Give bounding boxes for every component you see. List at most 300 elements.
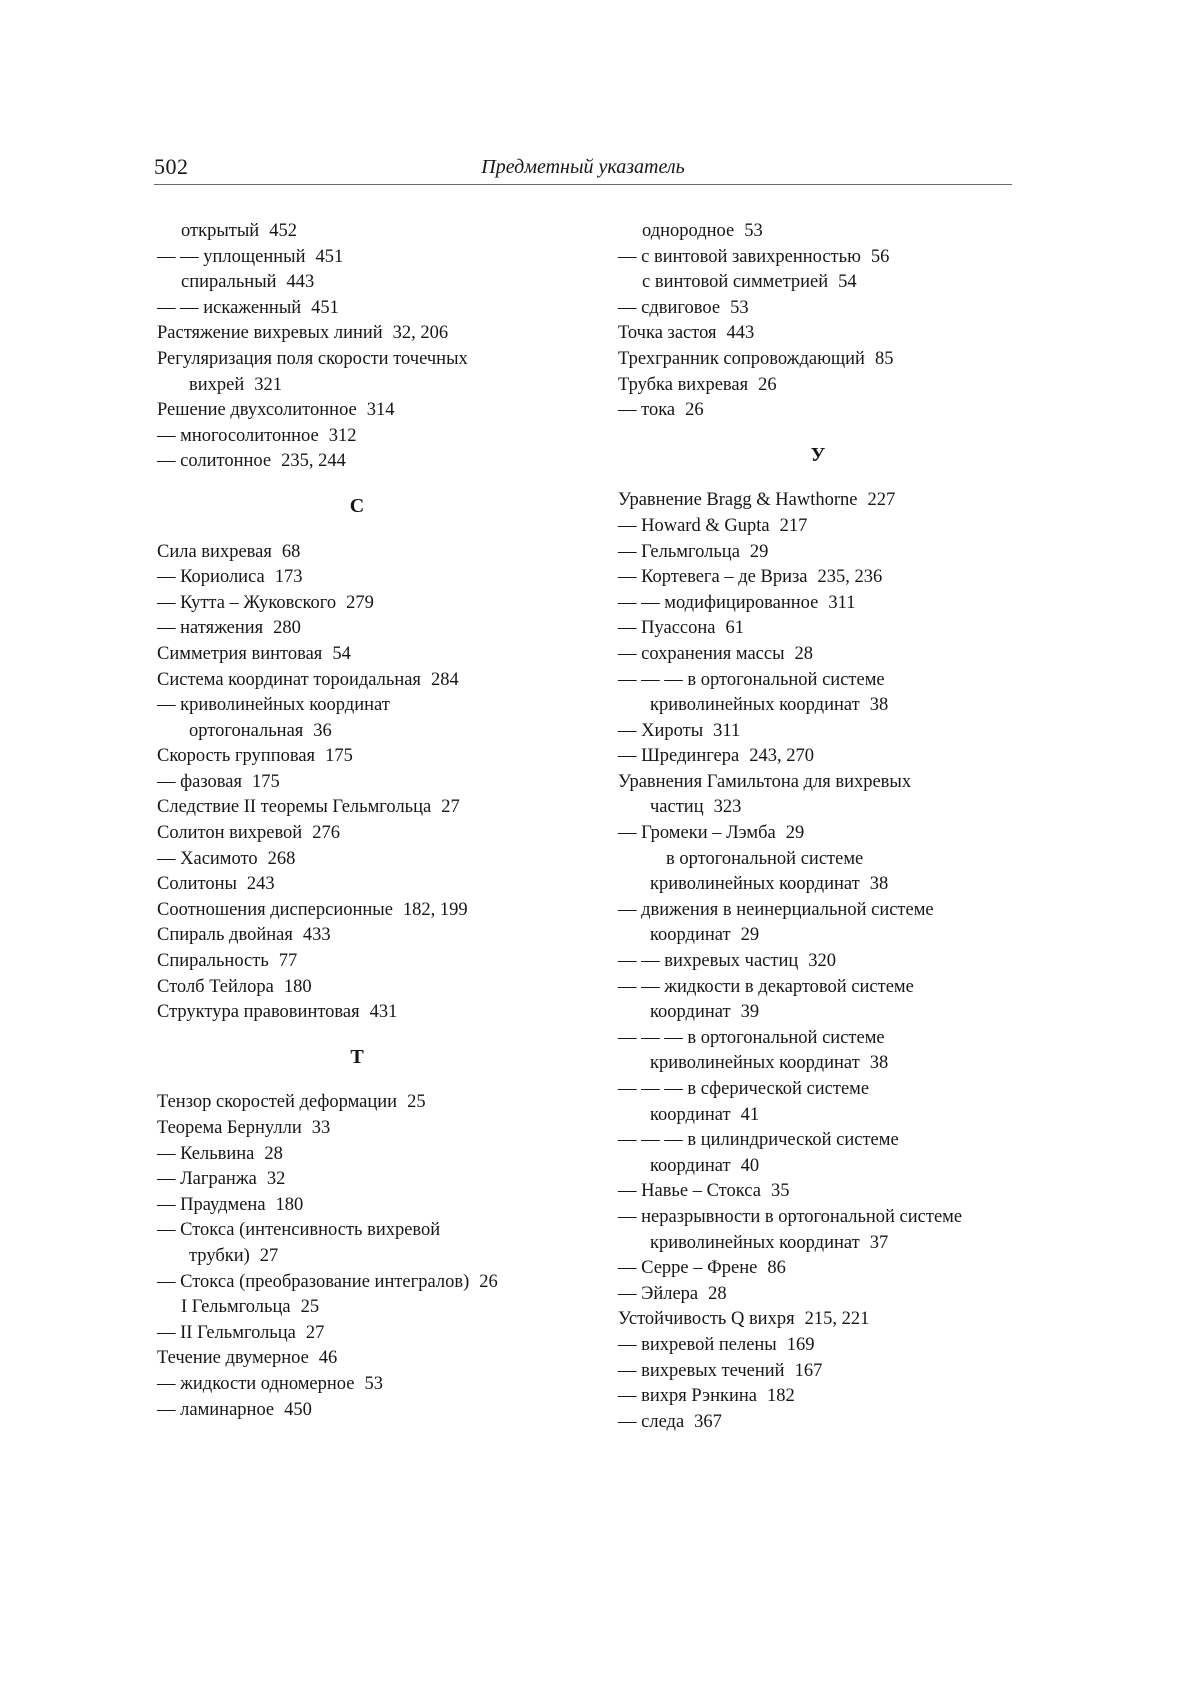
page-header [154, 150, 1012, 185]
index-entry [157, 872, 577, 898]
index-entry [618, 540, 1038, 566]
entry-term: сдвиговое [641, 297, 721, 318]
index-entry [157, 821, 577, 847]
entry-term: II Гельмгольца [180, 1322, 296, 1343]
entry-term: Регуляризация поля скорости точечных [157, 348, 468, 369]
entry-pages: 41 [740, 1104, 760, 1125]
index-entry [157, 347, 577, 373]
entry-pages: 53 [744, 221, 763, 241]
index-entry-continuation [157, 1244, 577, 1270]
entry-dash: — [618, 1206, 637, 1227]
index-entry [157, 270, 577, 296]
entry-term: Хасимото [180, 848, 258, 869]
index-entry [618, 1410, 1038, 1436]
index-entry [157, 540, 577, 566]
entry-pages: 86 [767, 1258, 786, 1279]
entry-term: однородное [642, 221, 735, 241]
entry-dash: — [157, 1169, 176, 1190]
entry-pages: 32 [266, 1169, 286, 1190]
index-entry [157, 424, 577, 450]
entry-pages: 169 [786, 1334, 815, 1355]
entry-pages: 167 [794, 1360, 823, 1381]
entry-pages: 53 [364, 1373, 383, 1394]
entry-pages: 54 [838, 272, 857, 293]
section-letter: У [810, 443, 826, 466]
entry-dash: — [157, 618, 176, 639]
entry-pages: 443 [726, 323, 755, 344]
entry-pages: 450 [284, 1399, 312, 1420]
index-entry [157, 565, 577, 591]
entry-dash: — [157, 695, 176, 716]
entry-term: координат [650, 1002, 731, 1023]
index-entry [618, 398, 1038, 424]
entry-pages: 85 [874, 348, 894, 369]
index-entry [618, 770, 1038, 796]
index-entry [618, 1205, 1038, 1231]
index-entry [157, 321, 577, 347]
index-entry [157, 898, 577, 924]
section-letter: Т [350, 1045, 364, 1068]
index-entry [618, 847, 1038, 873]
entry-term: в ортогональной системе [687, 1027, 885, 1048]
index-column-right [618, 219, 1038, 1435]
entry-dash: — — [618, 592, 660, 613]
entry-dash: — [618, 1411, 637, 1432]
index-entry [157, 668, 577, 694]
index-entry-continuation [618, 693, 1038, 719]
entry-pages: 54 [332, 643, 351, 664]
entry-pages: 284 [430, 669, 459, 690]
index-entry [618, 1026, 1038, 1052]
entry-dash: — [618, 823, 637, 844]
entry-pages: 451 [315, 246, 344, 267]
entry-term: Шредингера [641, 746, 740, 767]
entry-pages: 452 [269, 221, 297, 241]
entry-term: открытый [181, 221, 260, 241]
entry-term: координат [650, 925, 731, 946]
index-entry [618, 616, 1038, 642]
entry-pages: 29 [749, 541, 769, 562]
entry-dash: — — [618, 976, 660, 997]
entry-pages: 320 [808, 951, 836, 972]
index-entry [157, 923, 577, 949]
entry-term: Праудмена [180, 1194, 266, 1215]
index-entry [618, 373, 1038, 399]
entry-term: Громеки – Лэмба [641, 823, 776, 844]
entry-pages: 28 [264, 1143, 283, 1164]
entry-term: Скорость групповая [157, 746, 316, 767]
entry-term: Соотношения дисперсионные [157, 899, 393, 920]
index-entry-continuation [618, 1154, 1038, 1180]
index-entry [618, 1179, 1038, 1205]
entry-pages: 26 [685, 400, 704, 421]
index-entry [157, 1398, 577, 1424]
entry-dash: — [618, 246, 637, 267]
entry-dash: — [618, 746, 637, 767]
entry-term: Лагранжа [180, 1169, 257, 1190]
entry-dash: — [618, 720, 637, 741]
entry-pages: 243 [246, 874, 275, 895]
index-entry [157, 744, 577, 770]
entry-dash: — [618, 1360, 637, 1381]
entry-pages: 182 [767, 1386, 795, 1407]
entry-dash: — [618, 618, 637, 639]
page-number: 502 [154, 154, 189, 179]
index-entry [157, 1142, 577, 1168]
entry-pages: 56 [870, 246, 890, 267]
entry-dash: — — [157, 246, 199, 267]
entry-dash: — [618, 567, 637, 588]
index-column-left [157, 219, 577, 1423]
entry-pages: 268 [267, 848, 296, 869]
entry-term: неразрывности в ортогональной системе [641, 1206, 963, 1227]
entry-term: Солитоны [157, 874, 237, 895]
entry-pages: 227 [867, 490, 896, 511]
index-entry [157, 591, 577, 617]
entry-dash: — [157, 848, 176, 869]
entry-dash: — [157, 567, 176, 588]
entry-pages: 38 [869, 695, 889, 716]
entry-pages: 27 [305, 1322, 325, 1343]
entry-term: криволинейных координат [650, 695, 860, 716]
index-entry [618, 1384, 1038, 1410]
entry-pages: 26 [479, 1271, 498, 1292]
index-entry [618, 488, 1038, 514]
entry-dash: — [618, 899, 637, 920]
index-entry [618, 270, 1038, 296]
entry-dash: — — — [618, 1079, 683, 1099]
entry-pages: 27 [441, 797, 460, 818]
index-entry-continuation [618, 1103, 1038, 1129]
entry-pages: 29 [785, 823, 805, 844]
entry-pages: 25 [407, 1092, 426, 1113]
entry-pages: 68 [281, 541, 301, 562]
entry-dash: — [618, 541, 637, 562]
entry-dash: — — [157, 297, 199, 318]
entry-dash: — [157, 1271, 176, 1292]
entry-term: Теорема Бернулли [157, 1118, 302, 1138]
index-entry [157, 642, 577, 668]
index-entry [618, 296, 1038, 322]
entry-dash: — — [618, 951, 660, 972]
entry-pages: 235, 244 [281, 451, 346, 472]
index-entry [618, 642, 1038, 668]
running-title: Предметный указатель [481, 156, 685, 178]
entry-dash: — [618, 643, 637, 664]
entry-pages: 276 [312, 823, 340, 844]
entry-pages: 279 [346, 592, 374, 613]
entry-dash: — [157, 451, 176, 472]
entry-dash: — [618, 515, 637, 536]
entry-term: Howard & Gupta [641, 515, 770, 536]
entry-term: жидкости в декартовой системе [664, 976, 914, 997]
entry-pages: 243, 270 [749, 746, 814, 767]
entry-pages: 323 [713, 797, 742, 818]
index-entry [618, 949, 1038, 975]
entry-dash: — — — [618, 669, 683, 690]
entry-term: Трубка вихревая [618, 374, 749, 395]
entry-term: Тензор скоростей деформации [157, 1092, 398, 1113]
entry-pages: 26 [758, 374, 777, 395]
entry-term: Кориолиса [180, 567, 265, 588]
entry-term: вихревых частиц [664, 951, 799, 972]
index-entry [157, 1167, 577, 1193]
entry-term: с винтовой симметрией [642, 272, 829, 293]
index-entry [157, 1193, 577, 1219]
entry-term: Решение двухсолитонное [157, 400, 357, 421]
entry-pages: 312 [328, 425, 357, 446]
entry-pages: 443 [286, 272, 315, 293]
index-entry [157, 1090, 577, 1116]
entry-term: следа [641, 1411, 685, 1432]
index-entry [157, 1295, 577, 1321]
entry-term: солитонное [180, 451, 272, 472]
index-entry-continuation [618, 923, 1038, 949]
index-entry [157, 296, 577, 322]
entry-term: Кельвина [180, 1143, 255, 1164]
index-entry [157, 975, 577, 1001]
entry-term: Устойчивость Q вихря [618, 1309, 795, 1330]
entry-term: Столб Тейлора [157, 976, 274, 997]
index-entry [618, 744, 1038, 770]
entry-term: Растяжение вихревых линий [157, 323, 383, 344]
entry-pages: 33 [311, 1118, 331, 1138]
entry-pages: 280 [273, 618, 301, 639]
section-letter: С [349, 494, 365, 517]
index-entry-continuation [618, 1231, 1038, 1257]
entry-term: криволинейных координат [650, 1053, 860, 1074]
entry-term: координат [650, 1104, 731, 1125]
entry-pages: 311 [713, 720, 741, 741]
entry-term: Солитон вихревой [157, 823, 303, 844]
entry-term: в ортогональной системе [687, 669, 885, 690]
entry-dash: — [157, 425, 176, 446]
entry-pages: 215, 221 [804, 1309, 870, 1330]
entry-term: модифицированное [664, 592, 819, 613]
entry-dash: — [618, 400, 637, 421]
entry-pages: 38 [869, 874, 889, 895]
entry-term: Спиральность [157, 951, 269, 972]
entry-pages: 217 [779, 515, 808, 536]
entry-term: координат [650, 1155, 731, 1176]
entry-term: искаженный [203, 297, 302, 318]
index-entry [157, 449, 577, 475]
entry-term: криволинейных координат [650, 1232, 860, 1253]
entry-pages: 180 [275, 1194, 304, 1215]
entry-term: I Гельмгольца [181, 1297, 291, 1318]
entry-term: жидкости одномерное [180, 1373, 355, 1394]
entry-term: уплощенный [203, 246, 306, 267]
index-entry [618, 975, 1038, 1001]
entry-pages: 38 [869, 1053, 889, 1074]
entry-pages: 451 [311, 297, 339, 318]
entry-dash: — — — [618, 1130, 683, 1151]
entry-term: Уравнения Гамильтона для вихревых [618, 771, 912, 792]
entry-pages: 36 [313, 720, 332, 741]
entry-dash: — [157, 1322, 176, 1343]
index-entry [157, 1346, 577, 1372]
entry-term: тока [641, 400, 676, 421]
entry-pages: 433 [302, 925, 331, 946]
index-entry [157, 795, 577, 821]
entry-term: Симметрия винтовая [157, 643, 323, 664]
index-entry-continuation [618, 872, 1038, 898]
entry-dash: — [618, 1283, 637, 1304]
entry-term: движения в неинерциальной системе [641, 899, 934, 920]
entry-pages: 175 [251, 771, 280, 792]
entry-dash: — [157, 1399, 176, 1420]
entry-term: Хироты [641, 720, 704, 741]
entry-dash: — [157, 1143, 176, 1164]
entry-term: Спираль двойная [157, 925, 293, 946]
entry-term: Течение двумерное [157, 1348, 309, 1369]
entry-term: сохранения массы [641, 643, 785, 664]
entry-dash: — [618, 1258, 637, 1279]
entry-pages: 40 [740, 1155, 760, 1176]
entry-term: в цилиндрической системе [687, 1130, 899, 1151]
entry-dash: — [157, 592, 176, 613]
entry-term: Пуассона [641, 618, 716, 639]
index-entry [157, 398, 577, 424]
entry-pages: 173 [274, 567, 303, 588]
index-entry [157, 1372, 577, 1398]
entry-pages: 367 [694, 1411, 722, 1432]
entry-pages: 28 [708, 1283, 727, 1304]
index-entry [618, 1307, 1038, 1333]
index-entry [618, 1128, 1038, 1154]
entry-term: Кортевега – де Вриза [641, 567, 808, 588]
index-entry [157, 616, 577, 642]
entry-term: криволинейных координат [650, 874, 860, 895]
index-entry-continuation [618, 1051, 1038, 1077]
entry-pages: 27 [259, 1245, 279, 1266]
entry-term: спиральный [181, 272, 277, 293]
entry-term: Следствие II теоремы Гельмгольца [157, 797, 432, 818]
entry-term: вихря Рэнкина [641, 1386, 757, 1407]
entry-pages: 314 [366, 400, 395, 421]
entry-pages: 77 [278, 951, 298, 972]
index-entry [618, 1282, 1038, 1308]
index-entry [618, 719, 1038, 745]
index-entry-continuation [618, 795, 1038, 821]
entry-dash: — [157, 771, 176, 792]
entry-pages: 180 [283, 976, 312, 997]
index-entry [618, 668, 1038, 694]
entry-pages: 321 [254, 374, 282, 395]
index-entry [618, 347, 1038, 373]
entry-term: вихревых течений [641, 1360, 785, 1381]
entry-term: Стокса (преобразование интегралов) [180, 1271, 470, 1292]
entry-pages: 46 [318, 1348, 338, 1369]
entry-term: фазовая [180, 771, 242, 792]
entry-pages: 431 [369, 1002, 398, 1023]
index-entry [618, 1333, 1038, 1359]
index-entry [157, 1321, 577, 1347]
index-entry [618, 821, 1038, 847]
entry-term: Система координат тороидальная [157, 669, 421, 690]
index-entry [157, 219, 577, 245]
index-entry [618, 245, 1038, 271]
entry-term: в сферической системе [687, 1079, 870, 1099]
entry-dash: — [157, 1220, 176, 1241]
entry-pages: 311 [828, 592, 856, 613]
entry-dash: — [618, 1386, 637, 1407]
entry-term: Гельмгольца [641, 541, 740, 562]
entry-pages: 35 [770, 1181, 790, 1202]
entry-pages: 29 [740, 925, 760, 946]
entry-pages: 39 [740, 1002, 760, 1023]
index-entry [157, 245, 577, 271]
index-entry-continuation [618, 1000, 1038, 1026]
index-entry [618, 1077, 1038, 1103]
index-entry [618, 514, 1038, 540]
entry-pages: 235, 236 [817, 567, 883, 588]
entry-dash: — [618, 297, 637, 318]
entry-term: Уравнение Bragg & Hawthorne [618, 490, 858, 511]
entry-term: вихрей [189, 374, 245, 395]
entry-dash: — [618, 1181, 637, 1202]
entry-term: натяжения [180, 618, 264, 639]
index-entry [157, 847, 577, 873]
entry-dash: — [157, 1194, 176, 1215]
index-entry [157, 949, 577, 975]
entry-term: в ортогональной системе [666, 848, 864, 869]
entry-pages: 53 [730, 297, 749, 318]
index-entry-continuation [157, 719, 577, 745]
entry-term: вихревой пелены [641, 1334, 777, 1355]
entry-term: ортогональная [189, 720, 304, 741]
entry-term: Структура правовинтовая [157, 1002, 360, 1023]
index-entry [618, 1359, 1038, 1385]
index-entry [157, 693, 577, 719]
entry-term: Сила вихревая [157, 541, 272, 562]
entry-term: Серре – Френе [641, 1258, 758, 1279]
entry-term: трубки) [189, 1245, 250, 1266]
index-entry [157, 1116, 577, 1142]
entry-pages: 28 [794, 643, 814, 664]
index-entry-continuation [157, 373, 577, 399]
entry-term: Точка застоя [618, 323, 717, 344]
entry-term: Эйлера [641, 1283, 699, 1304]
index-entry [618, 321, 1038, 347]
entry-pages: 32, 206 [392, 323, 449, 344]
entry-pages: 25 [300, 1297, 320, 1318]
index-entry [157, 1000, 577, 1026]
entry-pages: 61 [725, 618, 744, 639]
entry-term: Стокса (интенсивность вихревой [180, 1220, 441, 1241]
entry-term: с винтовой завихренностью [641, 246, 861, 267]
entry-dash: — [157, 1373, 176, 1394]
index-entry [618, 1256, 1038, 1282]
entry-term: Навье – Стокса [641, 1181, 761, 1202]
entry-term: Кутта – Жуковского [180, 592, 337, 613]
index-entry [157, 1218, 577, 1244]
entry-dash: — — — [618, 1027, 683, 1048]
entry-pages: 182, 199 [402, 899, 468, 920]
entry-term: криволинейных координат [180, 695, 390, 716]
entry-term: Трехгранник сопровождающий [618, 348, 865, 369]
index-entry [157, 1270, 577, 1296]
entry-term: частиц [650, 797, 704, 818]
entry-pages: 175 [325, 746, 353, 767]
index-entry [618, 565, 1038, 591]
index-entry [618, 898, 1038, 924]
entry-term: ламинарное [180, 1399, 275, 1420]
entry-pages: 37 [869, 1232, 889, 1253]
index-entry [618, 219, 1038, 245]
entry-term: многосолитонное [180, 425, 319, 446]
entry-dash: — [618, 1334, 637, 1355]
